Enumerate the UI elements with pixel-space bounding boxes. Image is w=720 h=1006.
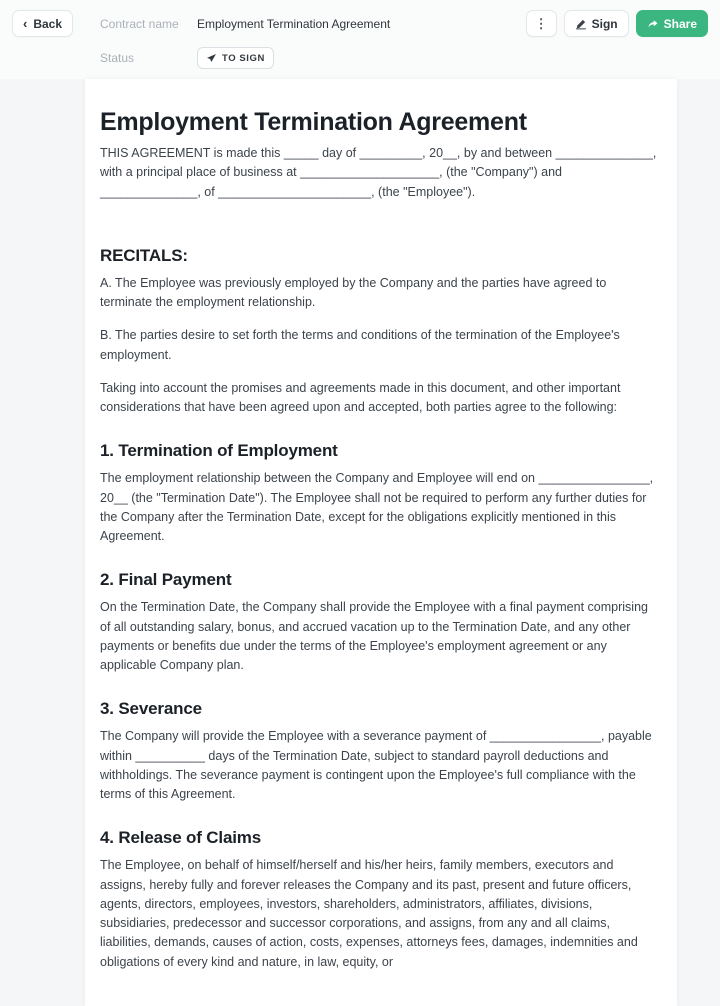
back-button-label: Back (33, 16, 63, 31)
top-bar-actions (526, 10, 708, 37)
top-bar-left (12, 10, 526, 37)
document-title: Employment Termination Agreement (100, 108, 527, 136)
back-button-container (12, 10, 100, 37)
section-2-body: On the Termination Date, the Company shall provide the Employee with a final payment comprising of all outstanding salary, bonus, and accrued vacation up to the Termination Date, and any other payments or benefits due under the terms of the Employee's employment agreement or any applicable Company plan. (100, 600, 648, 672)
recital-a: A. The Employee was previously employed by the Company and the parties have agreed to terminate the employment relationship. (100, 275, 607, 309)
status-label: Status (100, 51, 135, 65)
top-bar-row-2 (12, 37, 708, 79)
recital-b: B. The parties desire to set forth the terms and conditions of the termination of the Employee's employment. (100, 328, 620, 362)
back-button[interactable] (12, 10, 73, 37)
section-4-body: The Employee, on behalf of himself/herself and his/her heirs, family members, executors and assigns, hereby fully and forever releases the Company and its past, present and future officers, agents, directors, employees, investors, shareholders, administrators, affiliates, divisions, subsidiaries, predecessor and successor corporations, and assigns, from any and all claims, liabilities, demands, causes of action, costs, expenses, attorneys fees, damages, indemnities and obligations of every kind and nature, in law, equity, or (100, 858, 638, 969)
share-icon (647, 18, 659, 30)
document-page (85, 79, 677, 1006)
chevron-left-icon: ‹ (23, 16, 28, 31)
section-3-body: The Company will provide the Employee with a severance payment of ________________, payable within __________ days of the Termination Date, subject to standard payroll deductions and withholdings. The severance payment is contingent upon the Employee's full compliance with the terms of this Agreement. (100, 729, 652, 801)
section-2-heading: 2. Final Payment (100, 570, 232, 590)
share-button-label: Share (663, 16, 697, 31)
sign-button[interactable] (564, 10, 629, 37)
section-1-heading: 1. Termination of Employment (100, 441, 338, 461)
status-badge[interactable] (197, 47, 274, 69)
top-bar-row-1 (12, 10, 708, 37)
vertical-ellipsis-icon: ⋮ (534, 15, 548, 31)
contract-name-value: Employment Termination Agreement (197, 16, 391, 31)
intro-paragraph: THIS AGREEMENT is made this _____ day of _________, 20__, by and between ______________, with a principal place of business at ____________________, (the "Company") and ______________, of ______________________, (the "Employee"). (100, 146, 657, 199)
contract-name-label: Contract name (100, 16, 179, 31)
signature-pen-icon (575, 18, 587, 30)
sign-button-label: Sign (591, 16, 618, 31)
recitals-heading: RECITALS: (100, 245, 188, 265)
share-button[interactable] (636, 10, 708, 37)
section-1-body: The employment relationship between the Company and Employee will end on ________________, 20__ (the "Termination Date"). The Employee shall not be required to perform any further duties for the Company after the Termination Date, except for the obligations explicitly mentioned in this Agreement. (100, 471, 654, 543)
top-bar (0, 0, 720, 79)
send-paper-plane-icon (206, 53, 217, 64)
section-4-heading: 4. Release of Claims (100, 828, 262, 848)
recitals-closing: Taking into account the promises and agreements made in this document, and other important considerations that have been agreed upon and accepted, both parties agree to the following: (100, 380, 621, 414)
more-options-button[interactable] (526, 10, 557, 37)
status-badge-label: TO SIGN (222, 52, 265, 64)
section-3-heading: 3. Severance (100, 699, 202, 719)
